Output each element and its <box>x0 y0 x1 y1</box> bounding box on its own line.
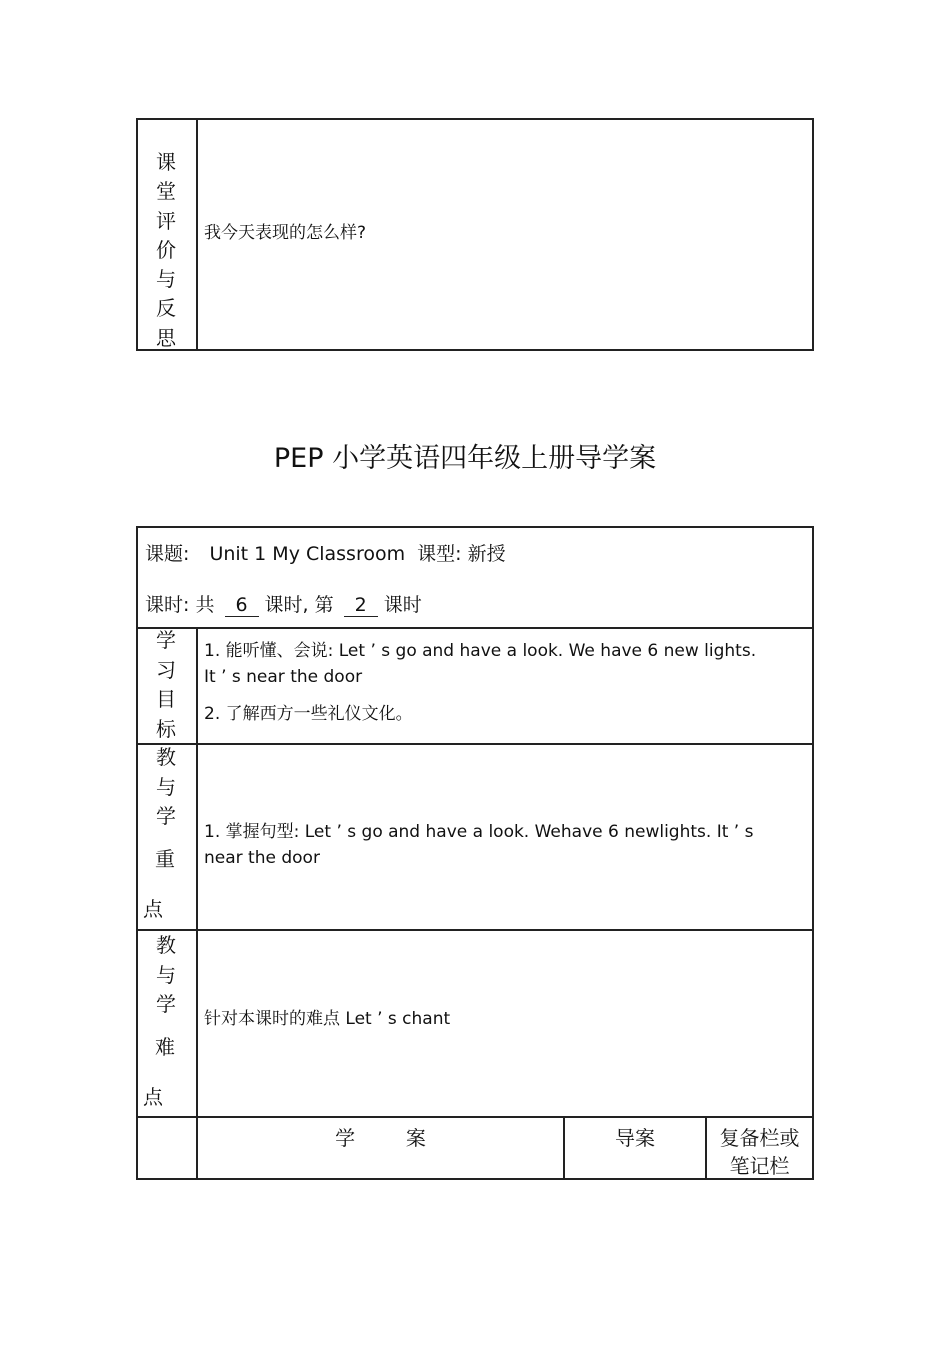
goals-line-2: It ’ s near the door <box>204 667 363 687</box>
study-plan-header: 学 案 <box>335 1126 426 1150</box>
notes-header-line-1: 复备栏或 <box>719 1126 800 1150</box>
goals-label: 学 习 目 标 <box>156 628 176 741</box>
document-title: PEP 小学英语四年级上册导学案 <box>273 443 657 474</box>
period-total: 6 <box>225 594 259 617</box>
period-row <box>145 590 422 617</box>
key-points-label-sub1: 重 <box>155 847 175 871</box>
topic-label: 课题: <box>145 543 190 565</box>
key-points-line-1: 1. 掌握句型: Let ’ s go and have a look. Wehave 6 newlights. It ’ s <box>204 822 754 842</box>
key-points-label-sub2: 点 <box>143 897 163 921</box>
evaluation-label: 课 堂 评 价 与 反 思 <box>156 150 176 350</box>
key-points-line-2: near the door <box>204 848 320 868</box>
topic-row <box>145 539 506 566</box>
key-points-label: 教 与 学 <box>156 745 176 828</box>
evaluation-question: 我今天表现的怎么样? <box>204 223 367 243</box>
type-value: 新授 <box>467 543 506 565</box>
type-label: 课型: <box>417 543 462 565</box>
difficult-points-content: 针对本课时的难点 Let ’ s chant <box>204 1009 451 1029</box>
goals-line-3: 2. 了解西方一些礼仪文化。 <box>204 704 413 724</box>
difficult-points-label: 教 与 学 <box>156 933 176 1016</box>
goals-line-1: 1. 能听懂、会说: Let ’ s go and have a look. We have 6 new lights. <box>204 641 757 661</box>
period-label-b: 课时, 第 <box>264 594 334 616</box>
difficult-points-label-sub1: 难 <box>155 1035 175 1059</box>
period-label-c: 课时 <box>383 594 422 616</box>
notes-header-line-2: 笔记栏 <box>729 1154 790 1178</box>
topic-value: Unit 1 My Classroom <box>209 543 406 565</box>
guide-plan-header: 导案 <box>615 1126 655 1150</box>
period-label-a: 课时: 共 <box>145 594 215 616</box>
period-current: 2 <box>344 594 378 617</box>
difficult-points-label-sub2: 点 <box>143 1085 163 1109</box>
